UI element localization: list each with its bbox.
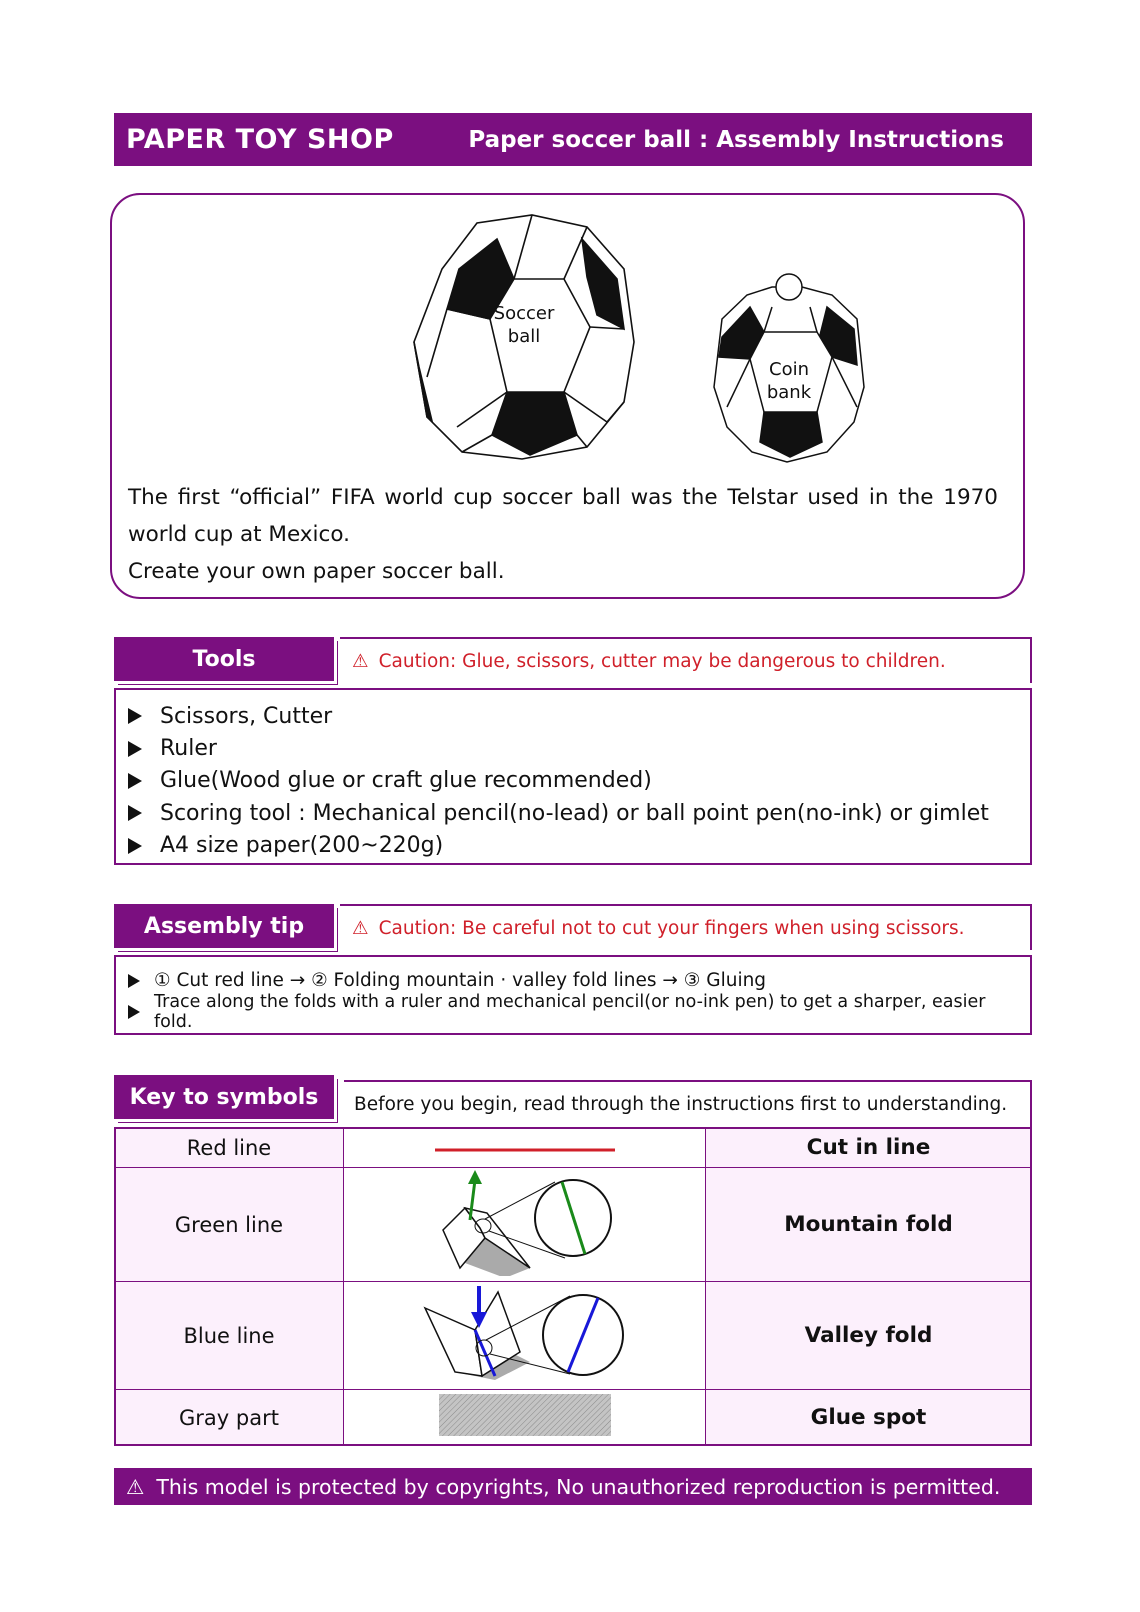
intro-text bbox=[128, 479, 998, 590]
key-meaning: Valley fold bbox=[706, 1282, 1032, 1390]
list-item bbox=[128, 732, 1018, 764]
tool-item-text: Scissors, Cutter bbox=[160, 703, 333, 729]
key-label: Red line bbox=[115, 1128, 344, 1168]
key-table bbox=[114, 1127, 1032, 1446]
page-title: Paper soccer ball : Assembly Instructions bbox=[468, 126, 1004, 153]
tools-tab bbox=[114, 637, 334, 681]
tip-caution bbox=[340, 904, 1032, 950]
triangle-bullet-icon bbox=[128, 708, 142, 724]
tools-list bbox=[114, 688, 1032, 865]
key-title: Key to symbols bbox=[129, 1084, 319, 1110]
tool-item-text: Glue(Wood glue or craft glue recommended) bbox=[160, 768, 652, 794]
tip-caution-text: Caution: Be careful not to cut your fingers when using scissors. bbox=[378, 917, 965, 939]
coin-label: Coin bbox=[769, 359, 809, 380]
header-bar bbox=[114, 113, 1032, 166]
tip-tab bbox=[114, 904, 334, 948]
key-label: Green line bbox=[115, 1168, 344, 1282]
copyright-footer bbox=[114, 1468, 1032, 1505]
triangle-bullet-icon bbox=[128, 773, 142, 789]
key-tab bbox=[114, 1075, 334, 1119]
triangle-bullet-icon bbox=[128, 1005, 140, 1019]
triangle-bullet-icon bbox=[128, 838, 142, 854]
coin-label-2: bank bbox=[766, 382, 812, 403]
key-label: Gray part bbox=[115, 1390, 344, 1446]
key-note-text: Before you begin, read through the instructions first to understanding. bbox=[354, 1094, 1008, 1115]
key-meaning: Glue spot bbox=[706, 1390, 1032, 1446]
list-item bbox=[128, 991, 1018, 1032]
soccer-label: Soccer bbox=[493, 303, 555, 324]
list-item bbox=[128, 700, 1018, 732]
list-item bbox=[128, 797, 1018, 829]
glue-spot-symbol bbox=[344, 1390, 706, 1446]
tip-item-text: Trace along the folds with a ruler and mechanical pencil(or no-ink pen) to get a sharper, easier fold. bbox=[154, 991, 986, 1032]
tip-list bbox=[114, 955, 1032, 1035]
triangle-bullet-icon bbox=[128, 805, 142, 821]
triangle-bullet-icon bbox=[128, 974, 140, 988]
intro-panel bbox=[110, 193, 1025, 599]
tool-item-text: A4 size paper(200~220g) bbox=[160, 833, 444, 859]
list-item bbox=[128, 830, 1018, 862]
tip-item-text: ① Cut red line → ② Folding mountain · valley fold lines → ③ Gluing bbox=[154, 970, 767, 991]
warning-triangle-icon: ⚠ bbox=[126, 1474, 145, 1499]
key-label: Blue line bbox=[115, 1282, 344, 1390]
key-meaning: Cut in line bbox=[706, 1128, 1032, 1168]
shop-name: PAPER TOY SHOP bbox=[126, 124, 394, 155]
tools-caution-text: Caution: Glue, scissors, cutter may be dangerous to children. bbox=[378, 650, 946, 672]
mountain-fold-symbol bbox=[344, 1168, 706, 1282]
red-line-symbol bbox=[344, 1128, 706, 1168]
footer-text: This model is protected by copyrights, No unauthorized reproduction is permitted. bbox=[156, 1474, 1001, 1499]
soccer-label-2: ball bbox=[507, 326, 541, 347]
tools-title: Tools bbox=[192, 646, 256, 672]
valley-fold-symbol bbox=[344, 1282, 706, 1390]
table-row bbox=[115, 1168, 1032, 1282]
table-row bbox=[115, 1390, 1032, 1446]
list-item bbox=[128, 765, 1018, 797]
table-row bbox=[115, 1128, 1032, 1168]
warning-triangle-icon: ⚠ bbox=[352, 650, 369, 672]
triangle-bullet-icon bbox=[128, 741, 142, 757]
soccer-ball-illustration bbox=[332, 207, 892, 477]
tool-item-text: Ruler bbox=[160, 736, 217, 762]
tools-caution bbox=[340, 637, 1032, 683]
intro-line-2: Create your own paper soccer ball. bbox=[128, 559, 505, 584]
tool-item-text: Scoring tool : Mechanical pencil(no-lead) or ball point pen(no-ink) or gimlet bbox=[160, 800, 989, 826]
table-row bbox=[115, 1282, 1032, 1390]
warning-triangle-icon: ⚠ bbox=[352, 917, 369, 939]
intro-line-1: The first “official” FIFA world cup soccer ball was the Telstar used in the 1970 world cup at Mexico. bbox=[128, 485, 998, 547]
key-note bbox=[344, 1080, 1032, 1127]
key-meaning: Mountain fold bbox=[706, 1168, 1032, 1282]
tip-title: Assembly tip bbox=[143, 913, 305, 939]
